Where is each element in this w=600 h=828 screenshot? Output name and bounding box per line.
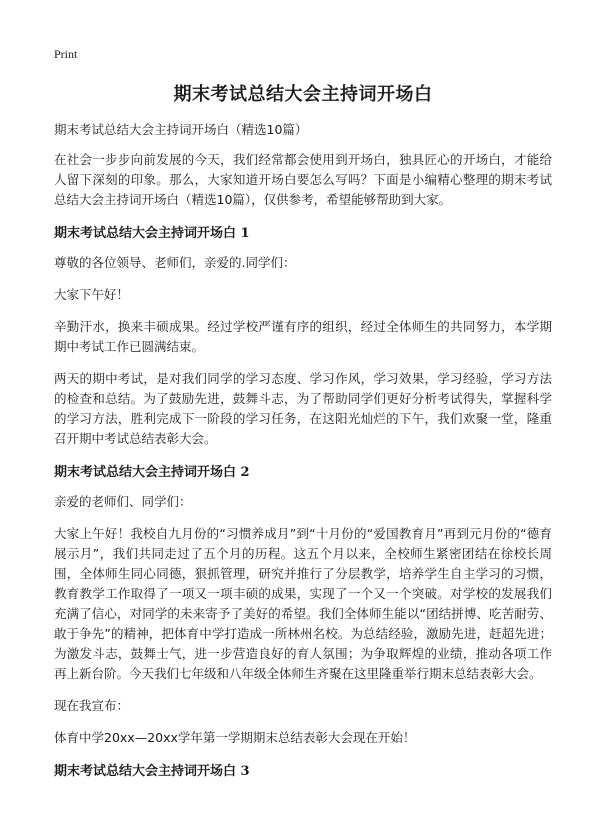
section-heading-1: 期末考试总结大会主持词开场白 1 — [54, 226, 250, 241]
paragraph: 体育中学20xx—20xx学年第一学期期末总结表彰大会现在开始！ — [54, 730, 416, 745]
page-title: 期末考试总结大会主持词开场白 — [173, 84, 433, 105]
paragraph: 两天的期中考试，是对我们同学的学习态度、学习作风，学习效果，学习经验，学习方法的检查和总结。为了鼓励先进，鼓舞斗志，为了帮助同学们更好分析考试得失，掌握科学的学习方法，胜利完成下一阶段的学习任务，在这阳光灿烂的下午，我们欢聚一堂，隆重召开期中考试总结表彰大会。 — [54, 371, 552, 446]
paragraph: 大家下午好！ — [54, 287, 130, 302]
section-heading-3: 期末考试总结大会主持词开场白 3 — [54, 764, 250, 779]
intro-paragraph: 在社会一步步向前发展的今天，我们经常都会使用到开场白，独具匠心的开场白，才能给人留下深刻的印象。那么，大家知道开场白要怎么写吗？下面是小编精心整理的期末考试总结大会主持词开场白（精选10篇），仅供参考，希望能够帮助到大家。 — [54, 152, 552, 207]
print-link[interactable]: Print — [54, 47, 78, 61]
document-body — [54, 80, 552, 791]
section-heading-2: 期末考试总结大会主持词开场白 2 — [54, 465, 250, 480]
paragraph: 现在我宣布： — [54, 698, 130, 713]
paragraph: 尊敬的各位领导、老师们，亲爱的.同学们： — [54, 255, 296, 270]
paragraph: 亲爱的老师们、同学们： — [54, 494, 192, 509]
paragraph: 辛勤汗水，换来丰硕成果。经过学校严谨有序的组织，经过全体师生的共同努力，本学期期中考试工作已圆满结束。 — [54, 319, 552, 354]
paragraph: 大家上午好！我校自九月份的“习惯养成月”到“十月份的“爱国教育月”再到元月份的“德育展示月”，我们共同走过了五个月的历程。这五个月以来，全校师生紧密团结在徐校长周围，全体师生同心同德，狠抓管理，研究并推行了分层教学，培养学生自主学习的习惯，教育教学工作取得了一项又一项丰硕的成果，实现了一个又一个突破。对学校的发展我们充满了信心，对同学的未来寄予了美好的希望。我们全体师生能以“团结拼博、吃苦耐劳、敢于争先”的精神，把体育中学打造成一所林州名校。为总结经验，激励先进，赶超先进；为激发斗志，鼓舞士气，进一步营造良好的育人氛围；为争取辉煌的业绩，推动各项工作再上新台阶。今天我们七年级和八年级全体师生齐聚在这里隆重举行期末总结表彰大会。 — [54, 526, 552, 681]
document-subtitle: 期末考试总结大会主持词开场白（精选10篇） — [54, 122, 308, 137]
